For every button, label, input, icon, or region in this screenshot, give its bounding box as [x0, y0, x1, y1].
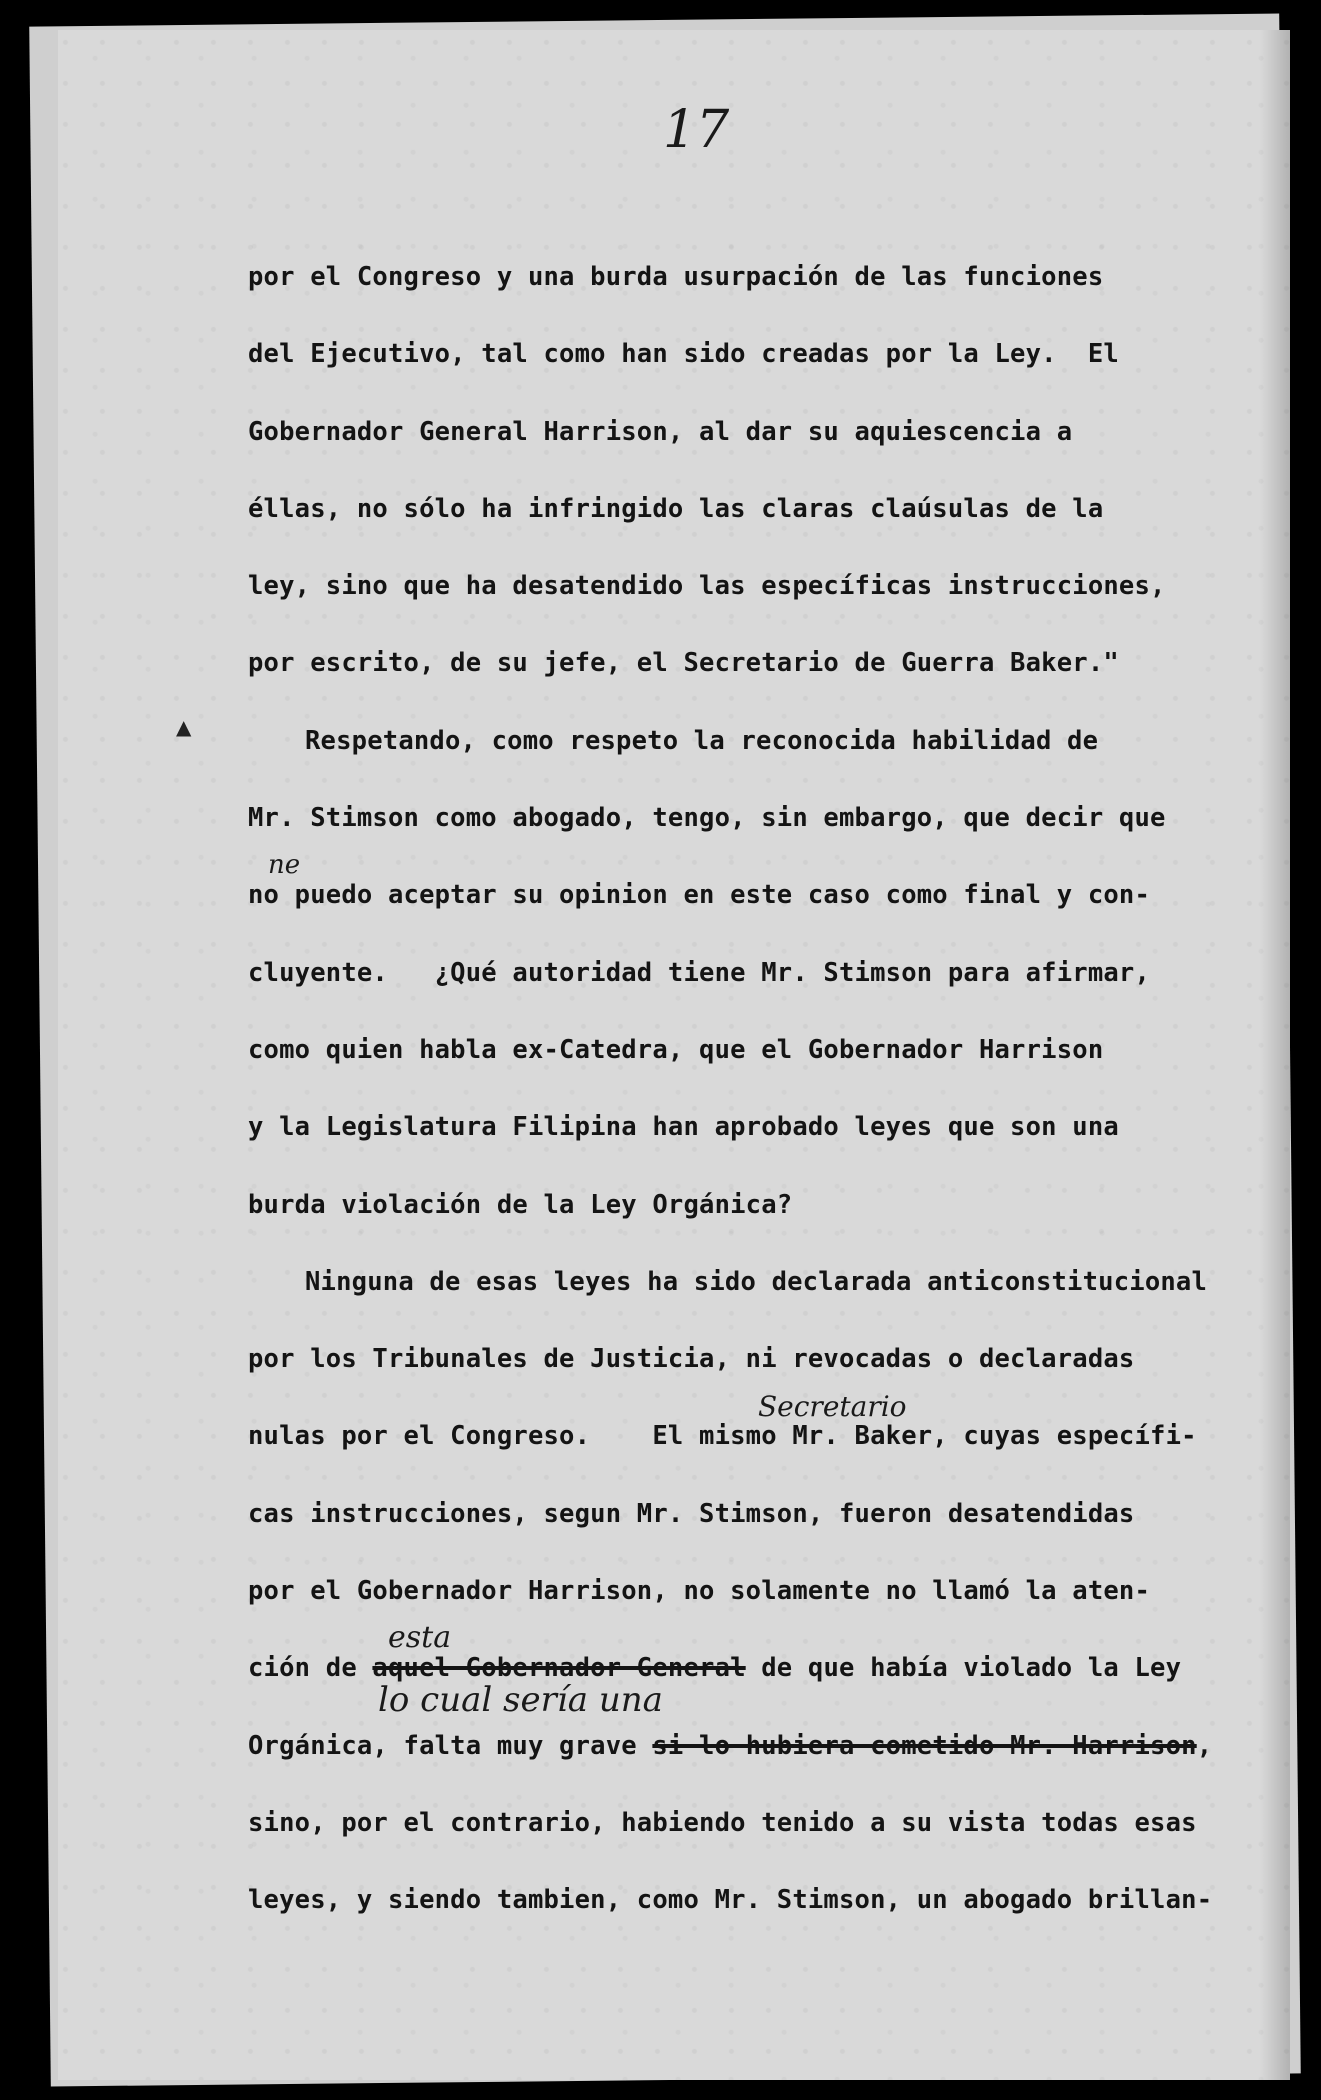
line-text-after: de que había violado la Ley: [745, 1653, 1182, 1684]
page-number: 17: [663, 100, 730, 160]
struck-out-text: aquel Gobernador General: [372, 1653, 746, 1684]
text-line: como quien habla ex-Catedra, que el Gobernador Harrison: [248, 1034, 1104, 1065]
text-line: Mr. Stimson como abogado, tengo, sin embargo, que decir que: [248, 803, 1166, 834]
handwritten-secretario: Secretario: [758, 1390, 907, 1423]
text-line: no puedo aceptar su opinion en este caso como final y con-: [248, 880, 1151, 911]
text-line: cluyente. ¿Qué autoridad tiene Mr. Stimson para afirmar,: [248, 957, 1151, 988]
line-text-before: ción de: [248, 1653, 373, 1684]
text-line: por el Congreso y una burda usurpación de las funciones: [248, 262, 1104, 292]
text-line: éllas, no sólo ha infringido las claras claúsulas de la: [248, 493, 1104, 524]
text-line: nulas por el Congreso. El mismo Mr. Baker, cuyas específi-: [248, 1421, 1197, 1452]
line-text-before: Orgánica, falta muy grave: [248, 1730, 653, 1761]
page-edge-shadow: [1260, 30, 1290, 2080]
line-text-after: ,: [1196, 1730, 1213, 1761]
handwritten-insertion-ne: ne: [268, 850, 301, 880]
text-line: por escrito, de su jefe, el Secretario de Guerra Baker.": [248, 648, 1119, 679]
text-line: por el Gobernador Harrison, no solamente no llamó la aten-: [248, 1576, 1151, 1607]
typewritten-page: [58, 30, 1290, 2080]
text-line: sino, por el contrario, habiendo tenido a su vista todas esas: [248, 1807, 1197, 1838]
text-line: leyes, y siendo tambien, como Mr. Stimson, un abogado brillan-: [248, 1885, 1213, 1916]
margin-mark: ▲: [176, 715, 192, 739]
paragraph-start-line: Respetando, como respeto la reconocida habilidad de: [305, 725, 1099, 756]
struck-out-text: si lo hubiera cometido Mr. Harrison: [652, 1730, 1197, 1761]
text-line: Gobernador General Harrison, al dar su aquiescencia a: [248, 416, 1073, 447]
text-line: cas instrucciones, segun Mr. Stimson, fueron desatendidas: [248, 1498, 1135, 1529]
text-line: del Ejecutivo, tal como han sido creadas por la Ley. El: [248, 339, 1119, 370]
text-line-with-strikeout: [248, 1721, 1212, 1798]
text-line: y la Legislatura Filipina han aprobado leyes que son una: [248, 1112, 1119, 1143]
paragraph-start-line: Ninguna de esas leyes ha sido declarada anticonstitucional: [305, 1266, 1208, 1297]
handwritten-esta: esta: [388, 1620, 452, 1655]
text-line: por los Tribunales de Justicia, ni revocadas o declaradas: [248, 1344, 1135, 1375]
text-line: burda violación de la Ley Orgánica?: [248, 1189, 793, 1220]
handwritten-lo-cual: lo cual sería una: [378, 1680, 663, 1720]
text-line: ley, sino que ha desatendido las específicas instrucciones,: [248, 571, 1166, 602]
